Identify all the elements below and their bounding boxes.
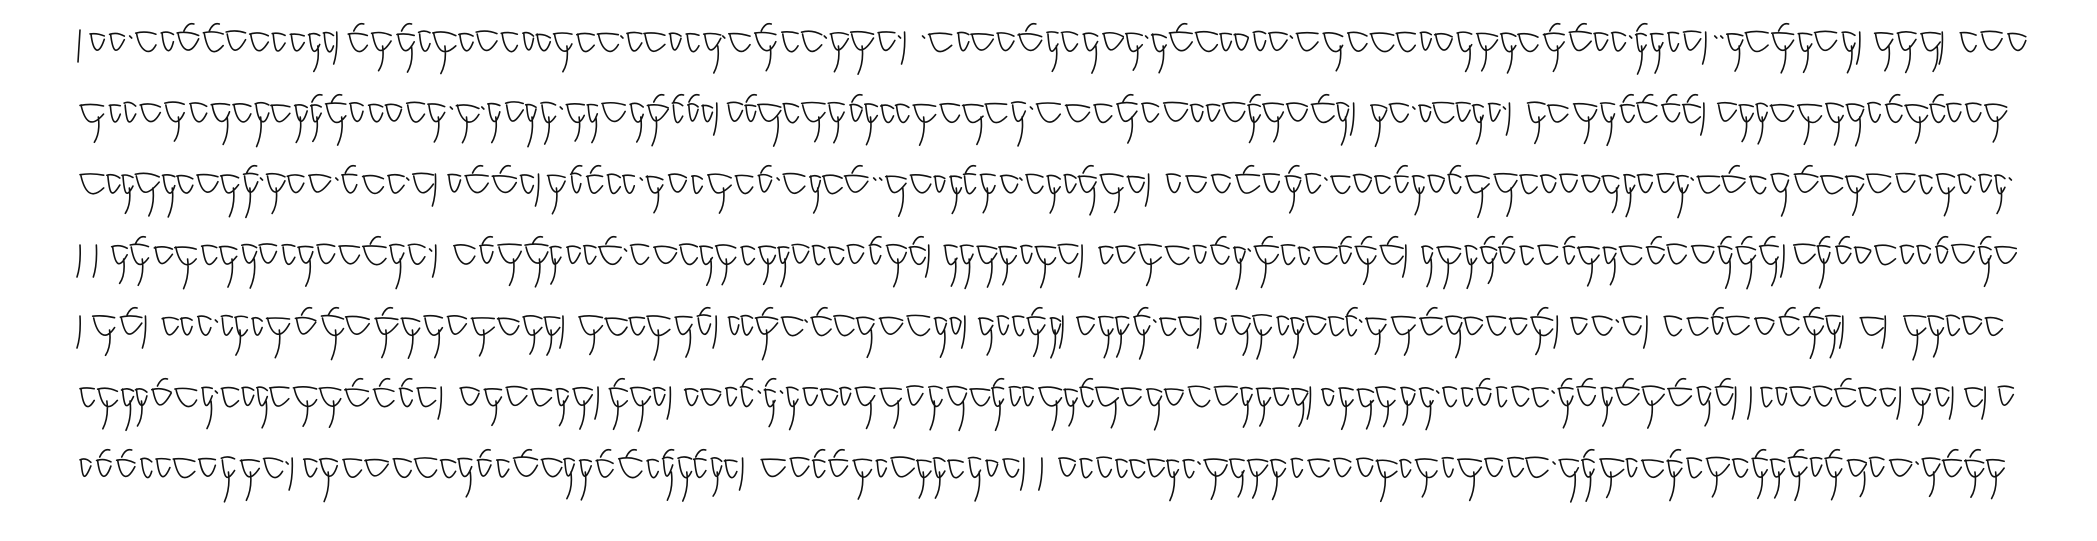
manuscript-line <box>0 373 2097 433</box>
manuscript-line <box>0 444 2097 504</box>
line-text <box>78 22 2028 78</box>
line-text <box>78 93 2028 149</box>
manuscript-line <box>0 18 2097 78</box>
line-text <box>78 448 2028 504</box>
manuscript-line <box>0 231 2097 291</box>
line-text <box>78 306 2028 362</box>
manuscript-line <box>0 89 2097 149</box>
manuscript-line <box>0 160 2097 220</box>
line-text <box>78 164 2028 220</box>
manuscript-line <box>0 302 2097 362</box>
line-text <box>78 235 2028 291</box>
line-text <box>78 377 2028 433</box>
